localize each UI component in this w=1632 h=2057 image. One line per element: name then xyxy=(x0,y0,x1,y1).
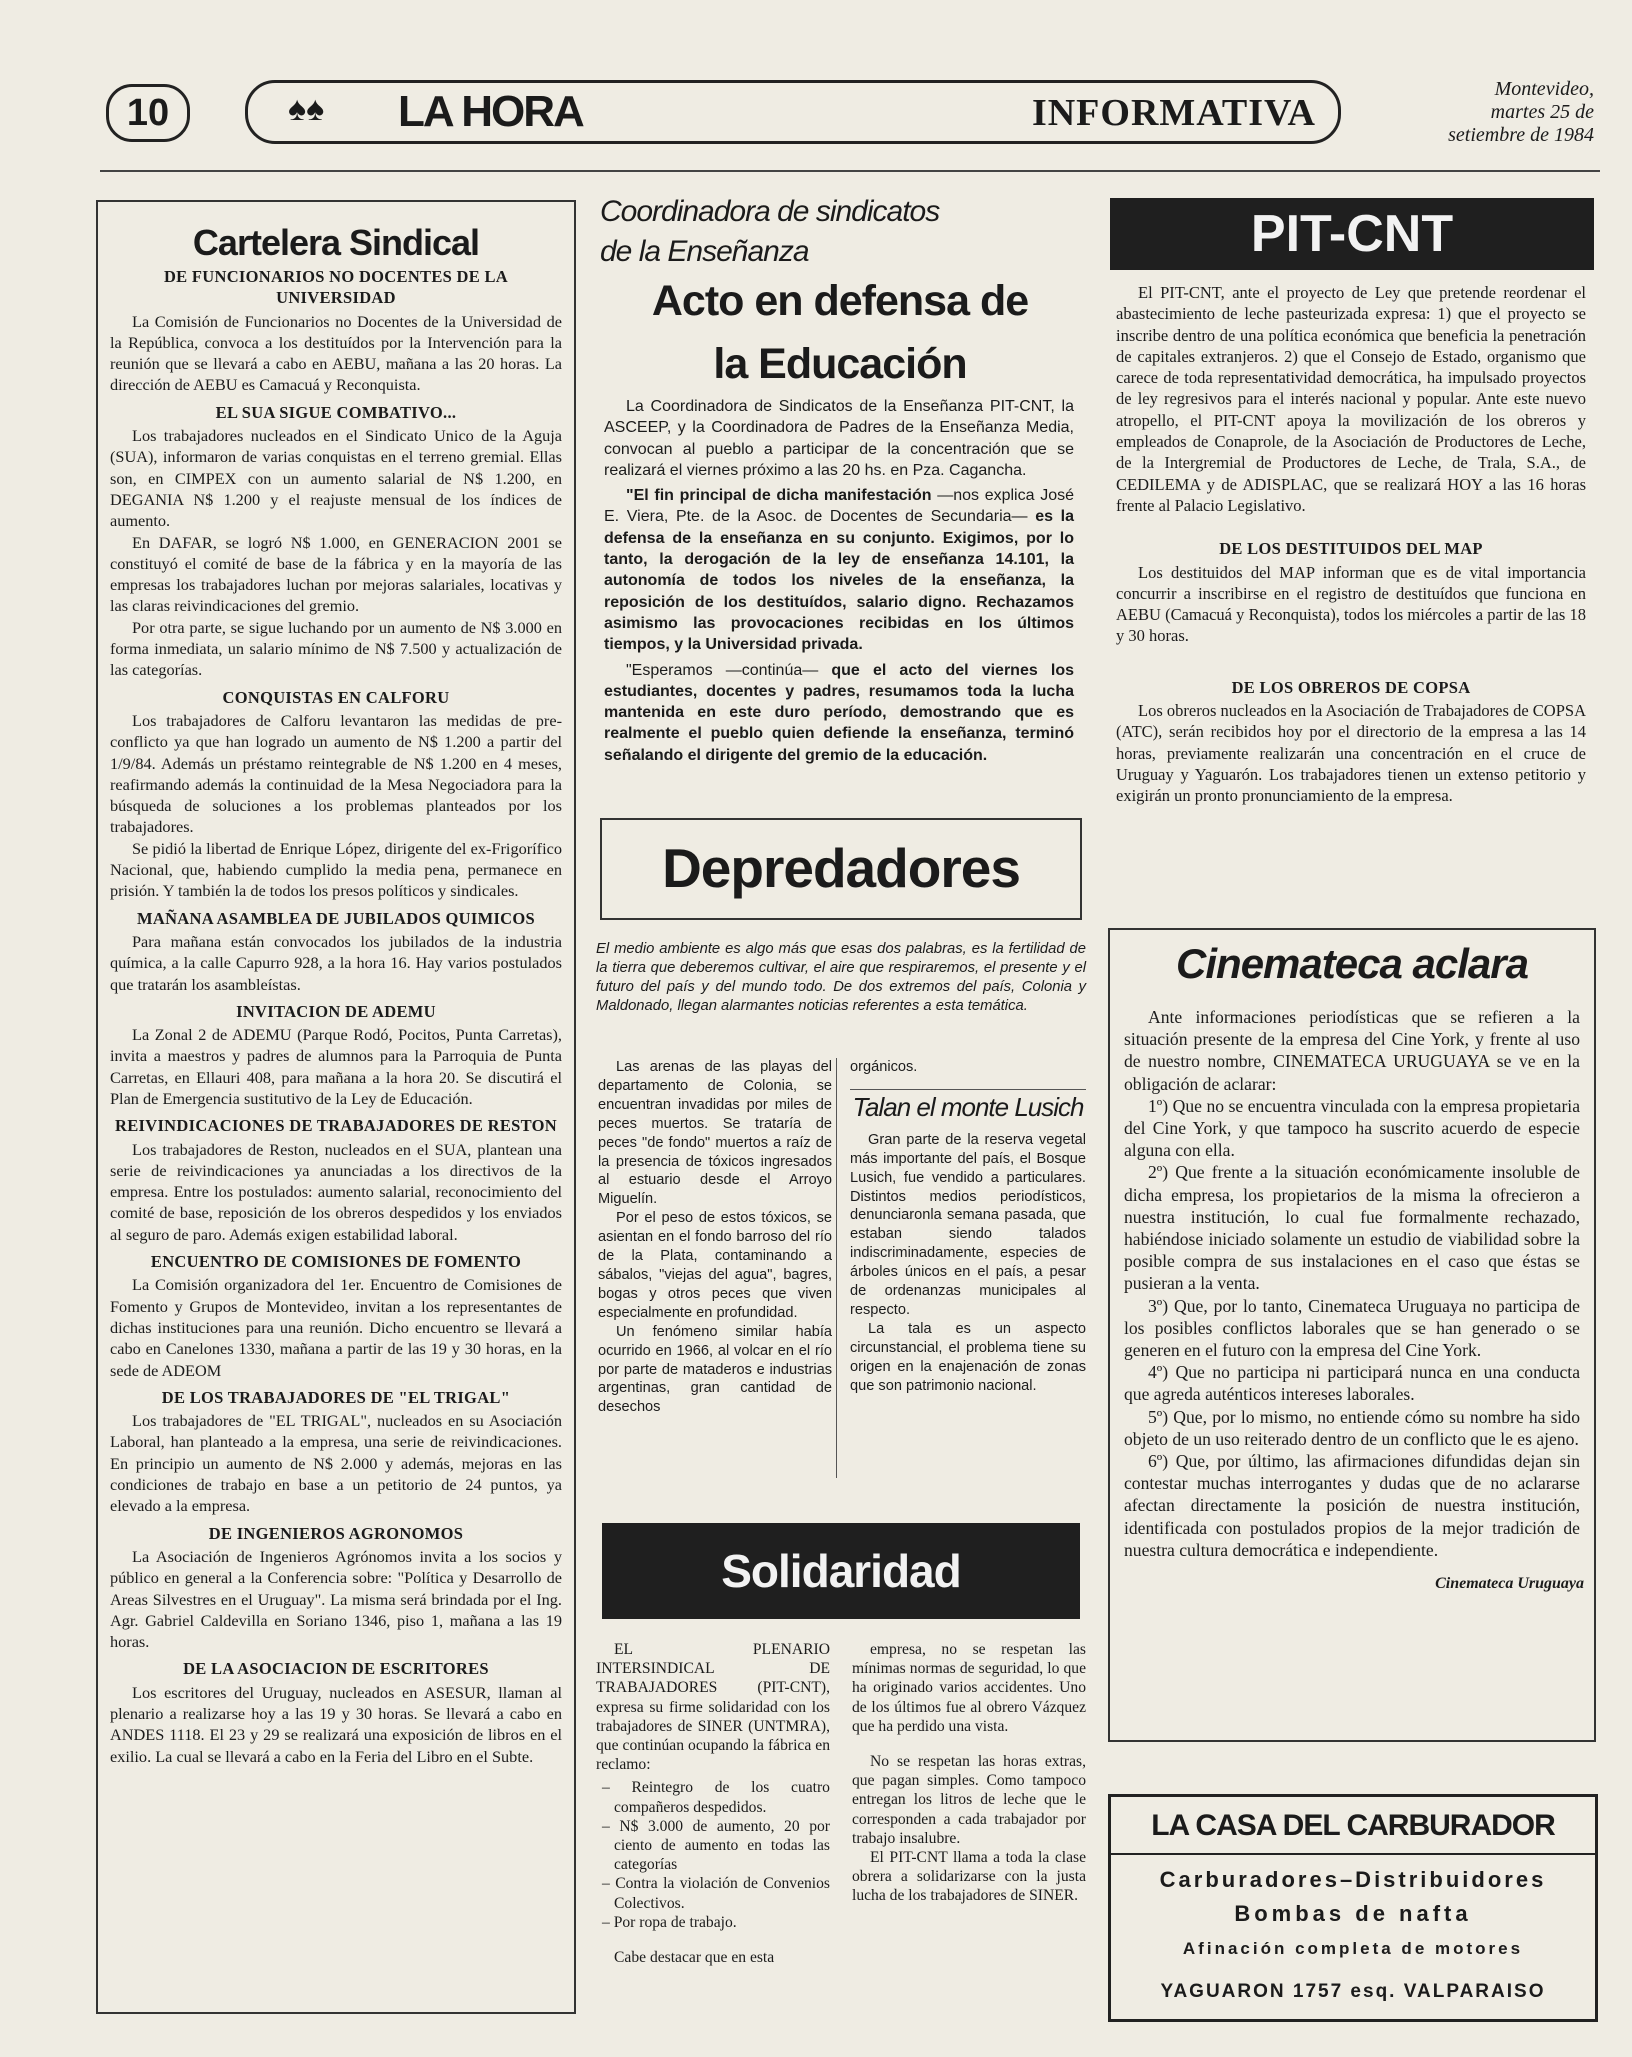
dash-bullet-icon: – xyxy=(602,1875,616,1893)
cartelera-heading: INVITACION DE ADEMU xyxy=(236,1001,436,1021)
cartelera-paragraph: Por otra parte, se sigue luchando por un aumento de N$ 3.000 en forma inmediata, un salario mínimo de N$ 7.500 y actualización de las categorías. xyxy=(110,617,562,680)
page-number: 10 xyxy=(106,84,190,142)
solidaridad-list-item: – Reintegro de los cuatro compañeros despedidos. xyxy=(602,1779,830,1816)
column-divider xyxy=(836,1058,837,1478)
ad-line: Carburadores–Distribuidores xyxy=(1159,1867,1547,1892)
pitcnt-headline: PIT-CNT xyxy=(1110,198,1594,270)
newspaper-logo: LA HORA xyxy=(398,87,583,136)
cinemateca-paragraph: 3º) Que, por lo tanto, Cinemateca Uruguaya no participa de los posibles conflictos laborales que se han generado o se generen en el futuro con la empresa del Cine York. xyxy=(1124,1295,1580,1361)
cartelera-heading: REIVINDICACIONES DE TRABAJADORES DE RESTON xyxy=(114,1116,557,1136)
cartelera-heading: DE LOS TRABAJADORES DE "EL TRIGAL" xyxy=(161,1387,511,1407)
cartelera-paragraph: Se pidió la libertad de Enrique López, dirigente del ex-Frigorífico Nacional, que, habiendo cumplido la media pena, permanece en prisión. Y también la de todos los presos políticos y sindicales. xyxy=(110,838,562,901)
cinemateca-signature: Cinemateca Uruguaya xyxy=(1435,1575,1584,1593)
cartelera-paragraph: Los trabajadores de Calforu levantaron las medidas de pre-conflicto ya que han logrado un aumento de N$ 1.200 a partir del 1/9/84. Además un préstamo reintegrable de N$ 1.200 en 4 meses, reafirmando además la continuidad de la Mesa Negociadora para la búsqueda de soluciones a los problemas planteados por los trabajadores. xyxy=(110,710,562,837)
cartelera-heading: ENCUENTRO DE COMISIONES DE FOMENTO xyxy=(150,1252,522,1272)
cartelera-title: Cartelera Sindical xyxy=(192,222,480,263)
depredadores-left-col: Las arenas de las playas del departamento de Colonia, se encuentran invadidas por miles de peces muertos. Se trataría de peces "de fondo" muertos a raíz de la presencia de tóxicos ingresados al estuario desde el Arroyo Miguelín. Por el peso de estos tóxicos, se asientan en el fondo barroso del río de la Plata, contaminando a sábalos, "viejas del agua", bagres, bogas y otros peces que viven especialmente en profundidad. Un fenómeno similar había ocurrido en 1966, al volcar en el río por parte de mataderos e industrias argentinas, gran cantidad de desechos xyxy=(598,1059,832,1416)
cinemateca-body xyxy=(1124,1006,1580,1561)
cinemateca-title: Cinemateca aclara xyxy=(1176,940,1528,987)
acto-kicker: Coordinadora de sindicatos de la Enseñanza xyxy=(600,195,940,268)
depredadores-right-col: orgánicos. Talan el monte Lusich Gran parte de la reserva vegetal más importante del país, el Bosque Lusich, fue vendido a particulares. Distintos medios periodísticos, denunciaronla semana pasada, que estaban siendo talados indiscriminadamente, especies de árboles únicos en el país, a pesar de ordenanzas municipales al respecto. La tala es un aspecto circunstancial, el problema tiene su origen en la enajenación de zonas que son patrimonio nacional. xyxy=(850,1059,1086,1394)
acto-body xyxy=(604,396,1074,770)
cartelera-sindical-box xyxy=(96,200,576,2014)
cartelera-paragraph: La Comisión de Funcionarios no Docentes de la Universidad de la República, convoca a los destituídos por la Intervención para la reunión que se llevará a cabo en AEBU, mañana a las 20 horas. La dirección de AEBU es Camacuá y Reconquista. xyxy=(110,311,562,395)
solidaridad-list xyxy=(596,1778,830,1932)
acto-paragraph: La Coordinadora de Sindicatos de la Enseñanza PIT-CNT, la ASCEEP, y la Coordinadora de Padres de la Enseñanza Media, convocan al pueblo a participar de la concentración que se realizará el viernes próximo a las 20 hs. en Pza. Cagancha. xyxy=(604,398,1074,479)
cartelera-paragraph: Los escritores del Uruguay, nucleados en ASESUR, llaman al plenario a realizarse hoy a las 19 y 30 horas. Se llevará a cabo en ANDES 1118. El 23 y 29 se realizará una exposición de libros en el exilio. La cual se llevará a cabo en la Feria del Libro en el Subte. xyxy=(110,1682,562,1766)
acto-paragraph: "El fin principal de dicha manifestación —nos explica José E. Viera, Pte. de la Asoc. de Docentes de Secundaria— es la defensa de la enseñanza en su conjunto. Exigimos, por lo tanto, la derogación de la ley de enseñanza 14.101, la autonomía de todos los niveles de la enseñanza, la reposición de los destituídos, salario digno. Rechazamos asimismo las provocaciones recibidas en los últimos tiempos, y la Universidad privada. xyxy=(604,487,1075,654)
cartelera-paragraph: Los trabajadores de "EL TRIGAL", nucleados en su Asociación Laboral, han planteado a la empresa, una serie de reivindicaciones. En principio un aumento de N$ 2.000 y además, mejoras en las condiciones de trabajo en base a un petitorio de 24 puntos, ya elevado a la empresa. xyxy=(110,1411,562,1516)
cartelera-paragraph: La Zonal 2 de ADEMU (Parque Rodó, Pocitos, Punta Carretas), invita a maestros y padres de alumnos para la Parroquia de Punta Carretas, en Ellauri 408, para mañana a la hora 20. Se discutirá el Plan de Emergencia sustitutivo de la Ley de Educación. xyxy=(110,1025,562,1108)
cartelera-paragraph: Los trabajadores nucleados en el Sindicato Unico de la Aguja (SUA), informaron de varias conquistas en el terreno gremial. Ellas son, en CIMPEX con un aumento salarial de N$ 1.200, en DEGANIA N$ 1.200 y el reajuste mensual de los índices de aumento. xyxy=(110,426,562,531)
copsa-heading: DE LOS OBREROS DE COPSA xyxy=(1231,677,1471,697)
dash-bullet-icon: – xyxy=(602,1779,632,1797)
cinemateca-paragraph: Ante informaciones periodísticas que se refieren a la situación presente de la empresa del Cine York, y frente al uso de nuestro nombre, CINEMATECA URUGUAYA se ve en la obligación de aclarar: xyxy=(1124,1007,1580,1094)
ad-address: YAGUARON 1757 esq. VALPARAISO xyxy=(1160,1981,1546,2002)
cartelera-paragraph: La Asociación de Ingenieros Agrónomos invita a los socios y público en general a la Conferencia sobre: "Política y Desarrollo de Areas Silvestres en el Uruguay". La misma será brindada por el Ing. Agr. Gabriel Caldevilla en Soriano 1346, piso 1, mañana a las 19 horas. xyxy=(110,1546,562,1652)
header-rule xyxy=(100,170,1600,172)
cinemateca-paragraph: 1º) Que no se encuentra vinculada con la empresa propietaria del Cine York, y que tampoco ha suscrito acuerdo de especie alguna con ella. xyxy=(1124,1095,1580,1161)
cartelera-heading: DE FUNCIONARIOS NO DOCENTES DE LA UNIVERSIDAD xyxy=(163,267,509,308)
solidaridad-list-item: – Por ropa de trabajo. xyxy=(602,1913,737,1931)
ad-divider xyxy=(1111,1853,1595,1855)
ad-line: Bombas de nafta xyxy=(1234,1901,1472,1926)
ad-name: LA CASA DEL CARBURADOR xyxy=(1151,1809,1555,1842)
ad-line: Afinación completa de motores xyxy=(1182,1939,1524,1958)
cartelera-heading: EL SUA SIGUE COMBATIVO... xyxy=(215,402,457,422)
cartelera-heading: DE LA ASOCIACION DE ESCRITORES xyxy=(183,1659,489,1679)
cinemateca-paragraph: 5º) Que, por lo mismo, no entiende cómo su nombre ha sido objeto de un uso reiterado dentro de un conflicto que le es ajeno. xyxy=(1124,1406,1580,1449)
cinemateca-paragraph: 2º) Que frente a la situación económicamente insoluble de dicha empresa, los propietarios de la misma la ofrecieron a nuestra institución, lo cual fue formalmente rechazado, habiéndose iniciado solamente un estudio de viabilidad sobre la posible compra de sus instalaciones en el caso que éstas se pusieran a la venta. xyxy=(1124,1162,1580,1294)
dash-bullet-icon: – xyxy=(602,1817,620,1835)
solidaridad-list-item: – N$ 3.000 de aumento, 20 por ciento de aumento en todas las categorías xyxy=(602,1817,830,1874)
section-name: INFORMATIVA xyxy=(1031,92,1316,134)
cartelera-heading: DE INGENIEROS AGRONOMOS xyxy=(208,1523,464,1543)
cartelera-paragraph: Para mañana están convocados los jubilados de la industria química, a la calle Capurro 928, a la hora 16. Hay varios postulados que tratarán los asambleístas. xyxy=(110,931,562,994)
cartelera-heading: CONQUISTAS EN CALFORU xyxy=(222,687,450,707)
dash-bullet-icon: – xyxy=(602,1913,614,1931)
solidaridad-left-col: EL PLENARIO INTERSINDICAL DE TRABAJADORES (PIT-CNT), expresa su firme solidaridad con los trabajadores de SINER (UNTMRA), que continúan ocupando la fábrica en reclamo: – Reintegro de los cuatro compañeros despedidos. – N$ 3.000 de aumento, 20 por ciento de aumento en todas las categorías – Contra la violación de Convenios Colectivos. – Por ropa de trabajo. Cabe destacar que en esta xyxy=(596,1641,830,1967)
tree-logo-icon: ♠♠ xyxy=(288,91,325,128)
carburador-ad xyxy=(1108,1794,1598,2022)
pitcnt-body: El PIT-CNT, ante el proyecto de Ley que pretende reordenar el abastecimiento de leche pasteurizada expresa: 1) que el proyecto se inscribe dentro de una política económica que beneficia la penetración de capitales extranjeros. 2) que el Consejo de Estado, organismo que carece de toda representatividad democrática, ha impulsado proyectos de ley regresivos para el interés nacional y popular. Ante este nuevo atropello, el PIT-CNT apoya la movilización de los obreros y empleados de Conaprole, de la Asociación de Productores de Leche, de la Intergremial de Productores de Leche, de Trala, S.A., de CEDILEMA y de ADISPLAC, que se realizará HOY a las 16 horas frente al Palacio Legislativo. DE LOS DESTITUIDOS DEL MAP Los destituidos del MAP informan que es de vital importancia concurrir a inscribirse en el registro de destituídos que funciona en AEBU (Camacuá y Reconquista), todos los miércoles a partir de las 18 y 30 horas. DE LOS OBREROS DE COPSA Los obreros nucleados en la Asociación de Trabajadores de COPSA (ATC), serán recibidos hoy por el directorio de la empresa a las 14 horas, previamente realizarán una concentración en el cruce de Uruguay y Yaguarón. Los trabajadores tienen un extenso petitorio y exigirán un pronto pronunciamiento de la empresa. xyxy=(1116,283,1586,806)
acto-paragraph: "Esperamos —continúa— que el acto del viernes los estudiantes, docentes y padres, resumamos toda la lucha mantenida en este duro período, demostrando que es realmente el pueblo quien defiende la enseñanza, terminó señalando el dirigente del gremio de la educación. xyxy=(604,661,1074,764)
masthead xyxy=(245,80,1341,144)
solidaridad-list-item: – Contra la violación de Convenios Colectivos. xyxy=(602,1875,830,1912)
cinemateca-paragraph: 6º) Que, por último, las afirmaciones difundidas dejan sin contestar muchas interrogantes y dudas que de no aclararse afectan directamente la posición de nuestra institución, identificada con postulados propios de la mejor tradición de nuestra cultura democrática e independiente. xyxy=(1124,1451,1580,1560)
cartelera-paragraph: En DAFAR, se logró N$ 1.000, en GENERACION 2001 se constituyó el comité de base de la fábrica y en la mayoría de las empresas los trabajadores luchan por mejoras salariales, locativas y las claras reivindicaciones del gremio. xyxy=(110,532,562,616)
map-heading: DE LOS DESTITUIDOS DEL MAP xyxy=(1219,539,1483,559)
cinemateca-paragraph: 4º) Que no participa ni participará nunca en una conducta que agreda auténticos intereses laborales. xyxy=(1124,1362,1580,1405)
dateline: Montevideo, martes 25 de setiembre de 1984 xyxy=(1448,78,1594,146)
cartelera-items xyxy=(110,266,562,1767)
cartelera-paragraph: La Comisión organizadora del 1er. Encuentro de Comisiones de Fomento y Grupos de Montevideo, invitan a los representantes de dichas instituciones para una reunión. Dicho encuentro se llevará a cabo en Canelones 1330, mañana a partir de las 19 y 30 horas, en la sede de ADEOM xyxy=(110,1275,562,1380)
solidaridad-headline: Solidaridad xyxy=(602,1523,1080,1619)
cartelera-paragraph: Los trabajadores de Reston, nucleados en el SUA, plantean una serie de reivindicaciones ya anunciadas a los directivos de la empresa. Entre los postulados: aumento salarial, reconocimiento del comité de base, reposición de los obreros despedidos y los enviados al seguro de paro. Además exigen estabilidad laboral. xyxy=(110,1139,562,1244)
talen-subtitle: Talan el monte Lusich xyxy=(850,1089,1086,1117)
cartelera-heading: MAÑANA ASAMBLEA DE JUBILADOS QUIMICOS xyxy=(137,908,535,928)
cinemateca-box xyxy=(1108,928,1596,1742)
depredadores-headline: Depredadores xyxy=(600,818,1082,920)
acto-headline: Acto en defensa de la Educación xyxy=(651,277,1029,388)
depredadores-lead: El medio ambiente es algo más que esas dos palabras, es la fertilidad de la tierra que deberemos cultivar, el aire que respiraremos, el presente y el futuro del país y del mundo todo. De dos extremos del país, Colonia y Maldonado, llegan alarmantes noticias referentes a esta temática. xyxy=(596,941,1086,1014)
solidaridad-right-col: empresa, no se respetan las mínimas normas de seguridad, lo que ha originado varios accidentes. Uno de los últimos fue al obrero Vázquez que ha perdido una vista. No se respetan las horas extras, que pagan simples. Como tampoco entregan los litros de leche que le corresponden a cada trabajador por trabajo insalubre. El PIT-CNT llama a toda la clase obrera a solidarizarse con la justa lucha de los trabajadores de SINER. xyxy=(852,1641,1086,1905)
